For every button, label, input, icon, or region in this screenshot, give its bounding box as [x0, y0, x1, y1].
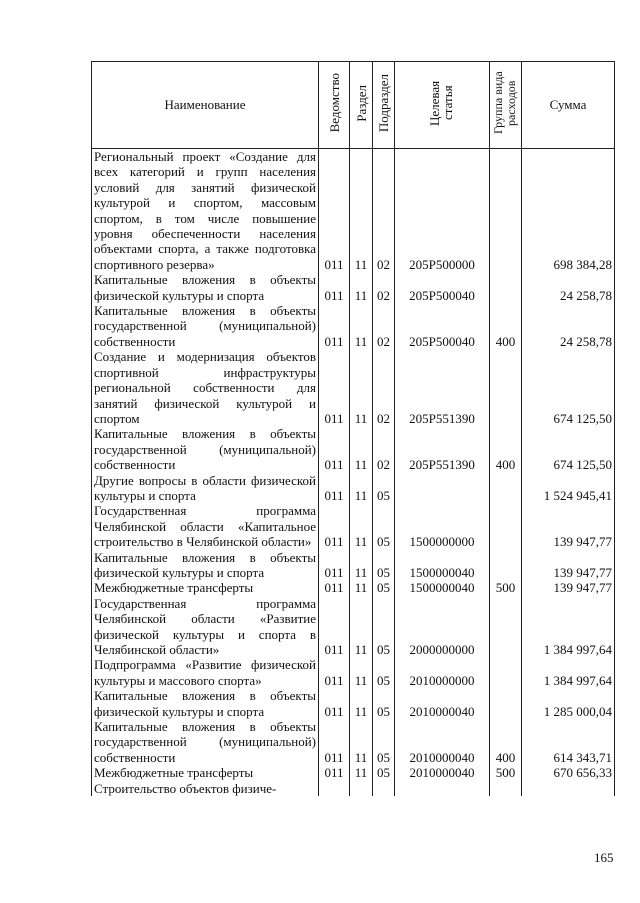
- row-expense-group: [490, 272, 522, 303]
- row-department: 011: [319, 765, 350, 780]
- row-amount: 674 125,50: [522, 426, 615, 472]
- table-row: [92, 781, 615, 796]
- row-expense-group: [490, 149, 522, 273]
- row-expense-group: [490, 688, 522, 719]
- row-name: Создание и модернизация объектов спортивной инфраструктуры региональной собственности для занятий физической культурой и спортом: [92, 349, 319, 426]
- row-subsection: 02: [373, 349, 395, 426]
- table-row: [92, 272, 615, 303]
- row-amount: 24 258,78: [522, 272, 615, 303]
- row-subsection: 05: [373, 550, 395, 581]
- row-name: Капитальные вложения в объекты государственной (муниципальной) собственности: [92, 426, 319, 472]
- table-row: [92, 580, 615, 595]
- row-subsection: 05: [373, 503, 395, 549]
- row-name: Государственная программа Челябинской области «Капитальное строительство в Челябинской области»: [92, 503, 319, 549]
- row-subsection: 05: [373, 596, 395, 658]
- row-target-article: 205P551390: [395, 426, 490, 472]
- row-section: 11: [350, 657, 373, 688]
- row-amount: 1 524 945,41: [522, 473, 615, 504]
- row-expense-group: [490, 473, 522, 504]
- row-section: 11: [350, 719, 373, 765]
- row-amount: 139 947,77: [522, 550, 615, 581]
- row-department: 011: [319, 473, 350, 504]
- table-row: [92, 303, 615, 349]
- header-expense-group: Группа вида расходов: [490, 62, 522, 149]
- row-section: [350, 781, 373, 796]
- header-row: [92, 62, 615, 149]
- row-department: 011: [319, 580, 350, 595]
- page-number: 165: [594, 850, 614, 865]
- row-section: 11: [350, 503, 373, 549]
- row-amount: 139 947,77: [522, 580, 615, 595]
- row-amount: 698 384,28: [522, 149, 615, 273]
- row-amount: 139 947,77: [522, 503, 615, 549]
- row-expense-group: [490, 657, 522, 688]
- row-department: 011: [319, 657, 350, 688]
- header-subsection: Подраздел: [373, 62, 395, 149]
- row-name: Региональный проект «Создание для всех категорий и групп населения условий для занятий физической культурой и спортом, массовым спортом, в том числе повышение уровня обеспеченности населения объектами спорта, а также подготовка спортивного резерва»: [92, 149, 319, 273]
- row-target-article: 2010000040: [395, 688, 490, 719]
- row-department: 011: [319, 550, 350, 581]
- row-section: 11: [350, 765, 373, 780]
- row-subsection: [373, 781, 395, 796]
- row-subsection: 05: [373, 473, 395, 504]
- row-subsection: 02: [373, 303, 395, 349]
- row-subsection: 05: [373, 719, 395, 765]
- row-department: 011: [319, 503, 350, 549]
- budget-table: [91, 61, 615, 796]
- row-name: Межбюджетные трансферты: [92, 765, 319, 780]
- row-expense-group: [490, 781, 522, 796]
- row-target-article: 1500000040: [395, 550, 490, 581]
- table-row: [92, 719, 615, 765]
- table-row: [92, 688, 615, 719]
- row-amount: 24 258,78: [522, 303, 615, 349]
- row-expense-group: 400: [490, 303, 522, 349]
- row-section: 11: [350, 688, 373, 719]
- row-department: 011: [319, 688, 350, 719]
- row-expense-group: 400: [490, 426, 522, 472]
- table-row: [92, 349, 615, 426]
- row-name: Другие вопросы в области физической культуры и спорта: [92, 473, 319, 504]
- table-row: [92, 149, 615, 273]
- row-amount: 1 384 997,64: [522, 596, 615, 658]
- row-amount: 670 656,33: [522, 765, 615, 780]
- row-expense-group: [490, 349, 522, 426]
- row-department: 011: [319, 349, 350, 426]
- row-name: Капитальные вложения в объекты государственной (муниципальной) собственности: [92, 303, 319, 349]
- row-expense-group: [490, 596, 522, 658]
- row-target-article: 2010000040: [395, 719, 490, 765]
- row-section: 11: [350, 303, 373, 349]
- table-row: [92, 503, 615, 549]
- row-target-article: [395, 473, 490, 504]
- table-row: [92, 657, 615, 688]
- row-section: 11: [350, 272, 373, 303]
- row-section: 11: [350, 149, 373, 273]
- row-expense-group: 500: [490, 765, 522, 780]
- row-subsection: 05: [373, 580, 395, 595]
- row-expense-group: [490, 503, 522, 549]
- row-target-article: 2010000040: [395, 765, 490, 780]
- row-section: 11: [350, 349, 373, 426]
- row-amount: [522, 781, 615, 796]
- row-department: 011: [319, 303, 350, 349]
- row-department: 011: [319, 272, 350, 303]
- row-target-article: [395, 781, 490, 796]
- row-target-article: 2010000000: [395, 657, 490, 688]
- row-expense-group: 400: [490, 719, 522, 765]
- row-name: Строительство объектов физиче-: [92, 781, 319, 796]
- table-row: [92, 765, 615, 780]
- row-name: Межбюджетные трансферты: [92, 580, 319, 595]
- table-row: [92, 426, 615, 472]
- row-name: Капитальные вложения в объекты физической культуры и спорта: [92, 550, 319, 581]
- row-department: 011: [319, 426, 350, 472]
- row-target-article: 205P551390: [395, 349, 490, 426]
- row-subsection: 02: [373, 149, 395, 273]
- row-target-article: 1500000040: [395, 580, 490, 595]
- row-department: 011: [319, 149, 350, 273]
- table-row: [92, 473, 615, 504]
- row-subsection: 05: [373, 765, 395, 780]
- table-row: [92, 596, 615, 658]
- table-row: [92, 550, 615, 581]
- row-amount: 614 343,71: [522, 719, 615, 765]
- row-subsection: 05: [373, 657, 395, 688]
- row-name: Капитальные вложения в объекты физической культуры и спорта: [92, 688, 319, 719]
- row-name: Капитальные вложения в объекты государственной (муниципальной) собственности: [92, 719, 319, 765]
- header-department: Ведомство: [319, 62, 350, 149]
- row-subsection: 02: [373, 426, 395, 472]
- row-section: 11: [350, 473, 373, 504]
- row-target-article: 1500000000: [395, 503, 490, 549]
- row-name: Капитальные вложения в объекты физической культуры и спорта: [92, 272, 319, 303]
- row-target-article: 205P500040: [395, 272, 490, 303]
- row-department: 011: [319, 596, 350, 658]
- row-section: 11: [350, 596, 373, 658]
- row-subsection: 02: [373, 272, 395, 303]
- header-section: Раздел: [350, 62, 373, 149]
- header-target-article: Целевая статья: [395, 62, 490, 149]
- row-subsection: 05: [373, 688, 395, 719]
- row-section: 11: [350, 550, 373, 581]
- row-department: 011: [319, 719, 350, 765]
- row-target-article: 2000000000: [395, 596, 490, 658]
- row-section: 11: [350, 426, 373, 472]
- row-section: 11: [350, 580, 373, 595]
- row-expense-group: 500: [490, 580, 522, 595]
- row-amount: 674 125,50: [522, 349, 615, 426]
- row-amount: 1 285 000,04: [522, 688, 615, 719]
- row-department: [319, 781, 350, 796]
- row-target-article: 205P500040: [395, 303, 490, 349]
- header-name: Наименование: [92, 62, 319, 149]
- row-expense-group: [490, 550, 522, 581]
- header-amount: Сумма: [522, 62, 615, 149]
- row-target-article: 205P500000: [395, 149, 490, 273]
- row-name: Подпрограмма «Развитие физической культуры и массового спорта»: [92, 657, 319, 688]
- row-name: Государственная программа Челябинской области «Развитие физической культуры и спорта в Челябинской области»: [92, 596, 319, 658]
- row-amount: 1 384 997,64: [522, 657, 615, 688]
